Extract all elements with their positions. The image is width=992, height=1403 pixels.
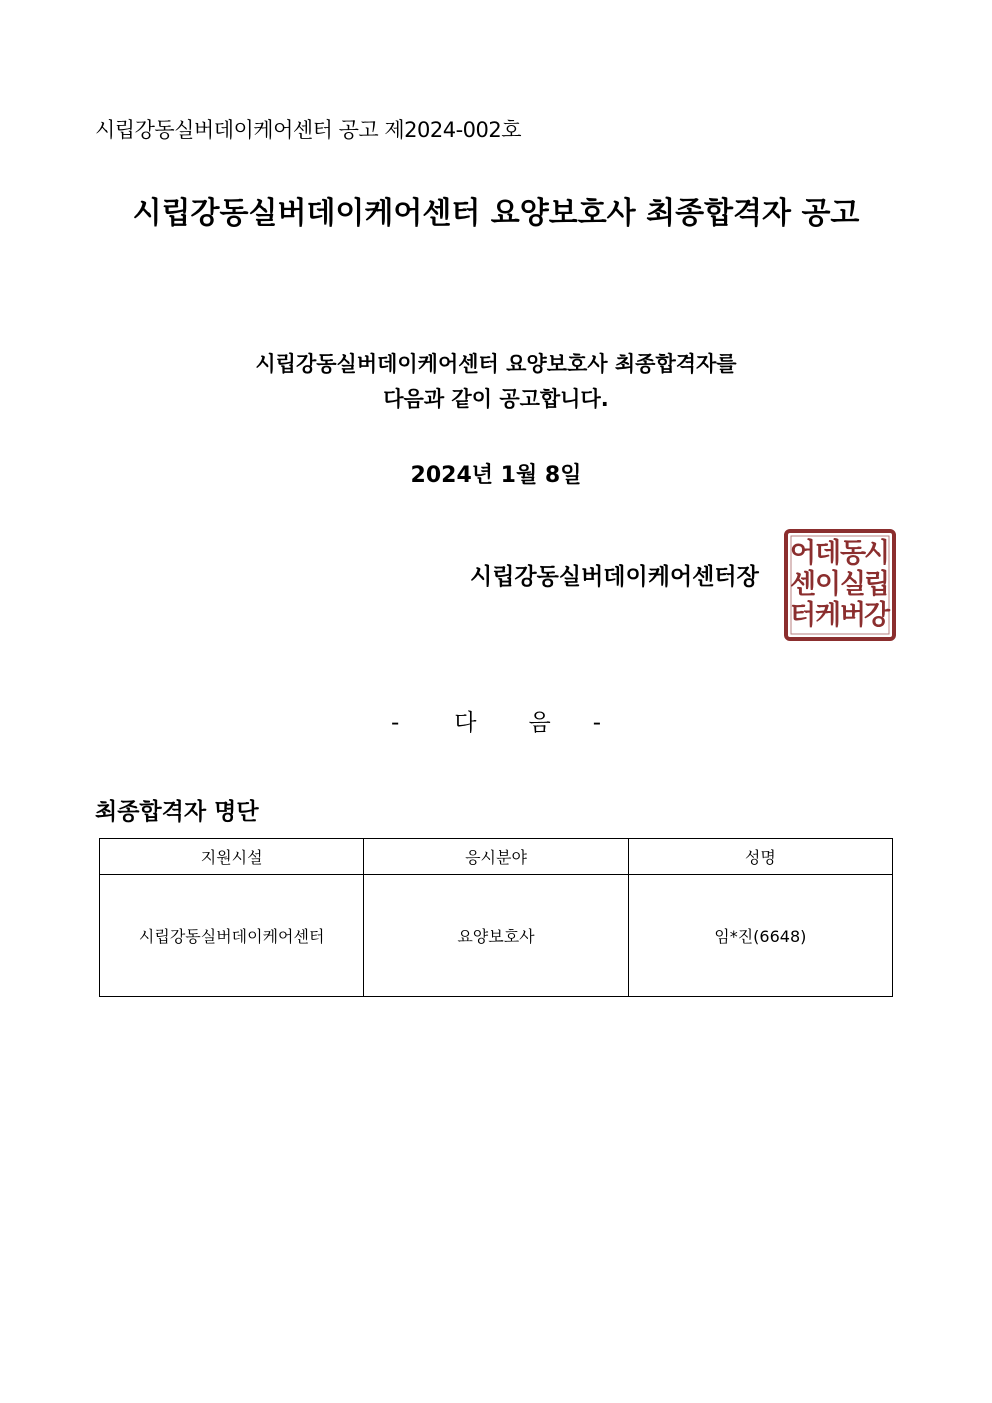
seal-glyph: 이 bbox=[814, 569, 842, 600]
column-header-facility: 지원시설 bbox=[100, 839, 364, 875]
announcement-line-2: 다음과 같이 공고합니다. bbox=[383, 387, 609, 411]
cell-field: 요양보호사 bbox=[364, 875, 628, 997]
issuer-name: 시립강동실버데이케어센터장 bbox=[470, 564, 759, 590]
following-char-2: 음 bbox=[528, 710, 551, 736]
table-header-row bbox=[100, 839, 893, 875]
official-seal-icon bbox=[783, 528, 897, 642]
seal-glyph: 센 bbox=[789, 569, 817, 600]
following-dash-left: - bbox=[390, 710, 400, 736]
seal-glyph: 시 bbox=[863, 538, 891, 569]
notice-date: 2024년 1월 8일 bbox=[410, 463, 582, 488]
section-title: 최종합격자 명단 bbox=[95, 799, 259, 825]
cell-facility: 시립강동실버데이케어센터 bbox=[100, 875, 364, 997]
seal-glyph: 립 bbox=[863, 569, 891, 600]
document-title: 시립강동실버데이케어센터 요양보호사 최종합격자 공고 bbox=[132, 196, 860, 231]
seal-glyph: 버 bbox=[839, 600, 867, 631]
following-char-1: 다 bbox=[454, 710, 477, 736]
seal-glyph: 실 bbox=[839, 569, 867, 600]
column-header-field: 응시분야 bbox=[364, 839, 628, 875]
cell-name: 임*진(6648) bbox=[628, 875, 892, 997]
following-heading bbox=[0, 704, 992, 737]
following-dash-right: - bbox=[592, 710, 602, 736]
seal-glyph: 강 bbox=[863, 600, 891, 631]
table-row bbox=[100, 875, 893, 997]
finalist-table bbox=[99, 838, 893, 997]
column-header-name: 성명 bbox=[628, 839, 892, 875]
seal-glyph: 어 bbox=[789, 538, 817, 569]
seal-glyph: 터 bbox=[789, 600, 817, 631]
seal-glyph: 데 bbox=[814, 538, 842, 569]
announcement-line-1: 시립강동실버데이케어센터 요양보호사 최종합격자를 bbox=[255, 352, 737, 376]
seal-glyph: 동 bbox=[839, 538, 867, 569]
notice-number: 시립강동실버데이케어센터 공고 제2024-002호 bbox=[95, 118, 522, 142]
seal-glyph: 케 bbox=[814, 600, 842, 631]
